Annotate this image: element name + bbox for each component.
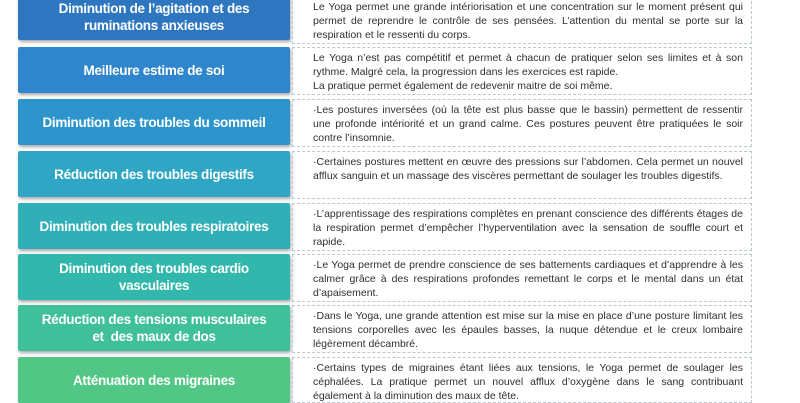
benefit-title-line: Réduction des troubles digestifs (54, 166, 254, 182)
benefit-title (18, 151, 290, 197)
benefit-title-line: Réduction des tensions musculaires (41, 312, 267, 327)
benefit-title (18, 203, 290, 249)
benefit-title-line: Diminution des troubles du sommeil (42, 114, 266, 130)
benefit-title (18, 0, 290, 40)
benefit-description (292, 0, 752, 44)
benefit-title-line: Diminution des troubles cardio (59, 261, 249, 276)
description-text: ·L’apprentissage des respirations complètes en prenant conscience des différents étages de la respiration permet d’empêcher l’hyperventilation avec la sensation de souffle court et rapide. (313, 208, 743, 249)
benefit-description (292, 357, 752, 403)
description-text: Le Yoga n’est pas compétitif et permet à chacun de pratiquer selon ses limites et à son rythme. Malgré cela, la progression dans les exercices est rapide. (313, 52, 743, 79)
description-text: La pratique permet également de redevenir maitre de soi même. (313, 80, 613, 93)
benefit-title-line: Diminution des troubles respiratoires (39, 218, 269, 234)
description-text: ·Les postures inversées (où la tête est plus basse que le bassin) permettent de ressentir une profonde intériorité et un grand calme. Ces postures peuvent être pratiquées le soir contre l’insomnie. (313, 104, 743, 145)
benefit-description (292, 99, 752, 147)
benefit-title-line: vasculaires (118, 278, 190, 293)
benefit-description (292, 305, 752, 353)
benefit-title (18, 254, 290, 300)
description-text: ·Dans le Yoga, une grande attention est mise sur la mise en place d’une posture limitant les tensions corporelles avec les épaules basses, la nuque détendue et le creux lombaire légèrement décambré. (313, 310, 743, 351)
benefit-title-line: et des maux de dos (92, 329, 216, 344)
benefit-title-line: ruminations anxieuses (83, 18, 224, 33)
benefit-title (18, 357, 290, 403)
description-text: ·Le Yoga permet de prendre conscience de ses battements cardiaques et d’apprendre à les calmer grâce à des respirations profondes remettant le corps et le mental dans un état d’apaisement. (313, 259, 743, 300)
benefit-title (18, 305, 290, 351)
benefit-title-line: Diminution de l’agitation et des (58, 1, 250, 16)
description-text: ·Certains types de migraines étant liées aux tensions, le Yoga permet de soulager les céphalées. La pratique permet un nouvel afflux d’oxygène dans le sang contribuant également à la diminution des maux de tête. (313, 362, 743, 403)
benefit-title-line: Atténuation des migraines (72, 372, 236, 388)
benefit-title-line: Meilleure estime de soi (83, 62, 225, 78)
description-text: ·Certaines postures mettent en œuvre des pressions sur l’abdomen. Cela permet un nouvel afflux sanguin et un massage des viscères permettant de soulager les troubles digestifs. (313, 156, 743, 183)
benefit-description (292, 203, 752, 251)
benefit-description (292, 254, 752, 302)
description-text: Le Yoga permet une grande intériorisation et une concentration sur le moment présent qui permet de reprendre le contrôle de ses pensées. L’attention du mental se porte sur la respiration et le ressenti du corps. (313, 1, 743, 42)
benefit-title (18, 99, 290, 145)
benefit-description (292, 151, 752, 199)
benefit-description (292, 47, 752, 95)
benefit-title (18, 47, 290, 93)
